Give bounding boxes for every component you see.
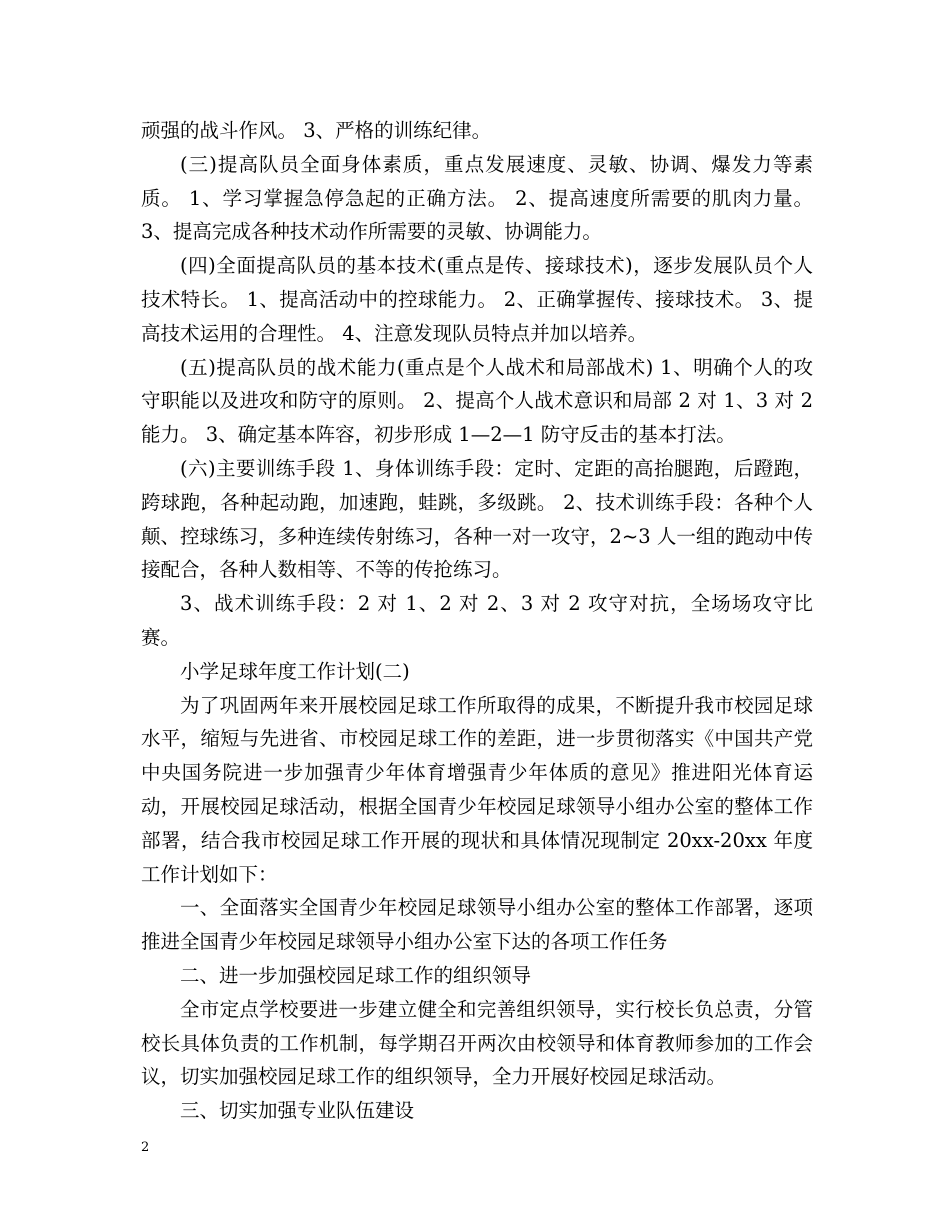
plan-2-title: 小学足球年度工作计划(二) bbox=[180, 659, 410, 683]
paragraph-intro: 为了巩固两年来开展校园足球工作所取得的成果，不断提升我市校园足球水平，缩短与先进省、市校园足球工作的差距，进一步贯彻落实《中国共产党中央国务院进一步加强青少年体育增强青少年体质的意见》推进阳光体育运动，开展校园足球活动，根据全国青少年校园足球领导小组办公室的整体工作部署，结合我市校园足球工作开展的现状和具体情况现制定 20xx-20xx 年度工作计划如下： bbox=[141, 693, 813, 886]
page-number: 2 bbox=[141, 1140, 150, 1155]
heading-section-three: 三、切实加强专业队伍建设 bbox=[180, 1099, 415, 1123]
heading-section-two: 二、进一步加强校园足球工作的组织领导 bbox=[180, 963, 532, 987]
heading-section-one: 一、全面落实全国青少年校园足球领导小组办公室的整体工作部署，逐项推进全国青少年校园足球领导小组办公室下达的各项工作任务 bbox=[141, 896, 813, 954]
paragraph-section-6: (六)主要训练手段 1、身体训练手段：定时、定距的高抬腿跑，后蹬跑，跨球跑，各种起动跑，加速跑，蛙跳，多级跳。 2、技术训练手段：各种个人颠、控球练习，多种连续传射练习，各种一对一攻守，2~3 人一组的跑动中传接配合，各种人数相等、不等的传抢练习。 bbox=[141, 456, 813, 582]
paragraph-1: 顽强的战斗作风。 3、严格的训练纪律。 bbox=[141, 119, 492, 142]
paragraph-organization: 全市定点学校要进一步建立健全和完善组织领导，实行校长负总责，分管校长具体负责的工作机制，每学期召开两次由校领导和体育教师参加的工作会议，切实加强校园足球工作的组织领导，全力开展好校园足球活动。 bbox=[141, 997, 813, 1089]
paragraph-section-4: (四)全面提高队员的基本技术(重点是传、接球技术)，逐步发展队员个人技术特长。 1、提高活动中的控球能力。 2、正确掌握传、接球技术。 3、提高技术运用的合理性。 4、注意发现队员特点并加以培养。 bbox=[141, 254, 813, 345]
paragraph-section-3: (三)提高队员全面身体素质，重点发展速度、灵敏、协调、爆发力等素质。 1、学习掌握急停急起的正确方法。 2、提高速度所需要的肌肉力量。 3、提高完成各种技术动作所需要的灵敏、协调能力。 bbox=[141, 152, 813, 244]
document-body bbox=[141, 114, 813, 1128]
paragraph-tactical-training: 3、战术训练手段：2 对 1、2 对 2、3 对 2 攻守对抗，全场场攻守比赛。 bbox=[141, 592, 813, 649]
paragraph-section-5: (五)提高队员的战术能力(重点是个人战术和局部战术) 1、明确个人的攻守职能以及进攻和防守的原则。 2、提高个人战术意识和局部 2 对 1、3 对 2 能力。 3、确定基本阵容，初步形成 1—2—1 防守反击的基本打法。 bbox=[141, 355, 813, 447]
